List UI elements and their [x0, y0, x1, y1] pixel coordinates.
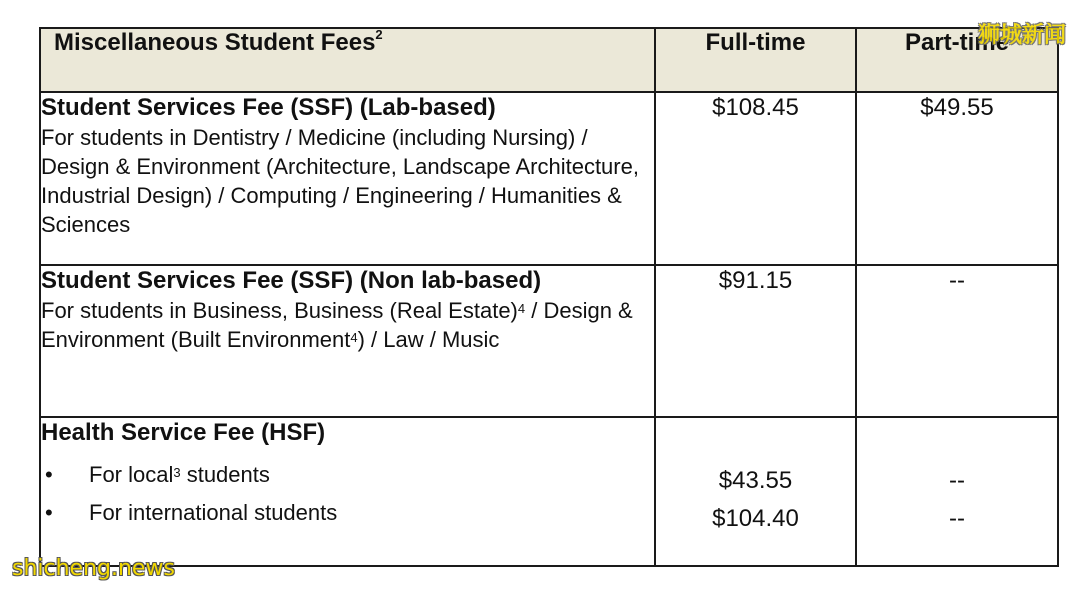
fee-description	[40, 265, 655, 417]
footnote-marker: 4	[517, 301, 526, 316]
fee-eligibility: For students in Dentistry / Medicine (including Nursing) / Design & Environment (Architecture, Landscape Architecture, Industrial Design) / Computing / Engineering / Humanities & Sciences	[41, 125, 639, 237]
table-row	[40, 417, 1058, 566]
amount-international: $104.40	[712, 505, 799, 532]
fee-title: Health Service Fee (HSF)	[41, 419, 326, 446]
header-row	[40, 28, 1058, 92]
footnote-marker: 2	[375, 27, 383, 42]
footnote-marker: 3	[173, 465, 181, 480]
miscellaneous-fees-table	[39, 27, 1059, 567]
parttime-amount: $49.55	[856, 92, 1058, 265]
amount-local: --	[949, 467, 965, 494]
table-row	[40, 92, 1058, 265]
parttime-amount: --	[856, 265, 1058, 417]
fee-title: Student Services Fee (SSF) (Lab-based)	[41, 94, 496, 121]
fee-description	[40, 92, 655, 265]
table-row	[40, 265, 1058, 417]
list-item: • For local$^3$ students	[41, 456, 654, 494]
fee-eligibility: For students in Business, Business (Real Estate)$^4$ / Design & Environment (Built Environment$^4$) / Law / Music	[41, 298, 633, 352]
fee-title: Student Services Fee (SSF) (Non lab-based)	[41, 267, 542, 294]
list-item: • For international students	[41, 494, 654, 532]
parttime-amount	[856, 417, 1058, 566]
header-parttime: Part-time	[856, 28, 1058, 92]
fulltime-amount: $91.15	[655, 265, 856, 417]
amount-local: $43.55	[718, 467, 793, 494]
fulltime-amount	[655, 417, 856, 566]
amount-international: --	[949, 505, 965, 532]
fee-category-list	[41, 456, 654, 532]
header-title: Miscellaneous Student Fees$^2$	[40, 28, 655, 92]
bullet: •	[45, 462, 53, 487]
fulltime-amount: $108.45	[655, 92, 856, 265]
watermark-logo: 狮城新闻	[977, 23, 1066, 48]
footnote-marker: 4	[350, 330, 358, 345]
fee-description	[40, 417, 655, 566]
watermark-url: shicheng.news	[12, 556, 175, 581]
header-fulltime: Full-time	[655, 28, 856, 92]
bullet: •	[45, 500, 53, 525]
